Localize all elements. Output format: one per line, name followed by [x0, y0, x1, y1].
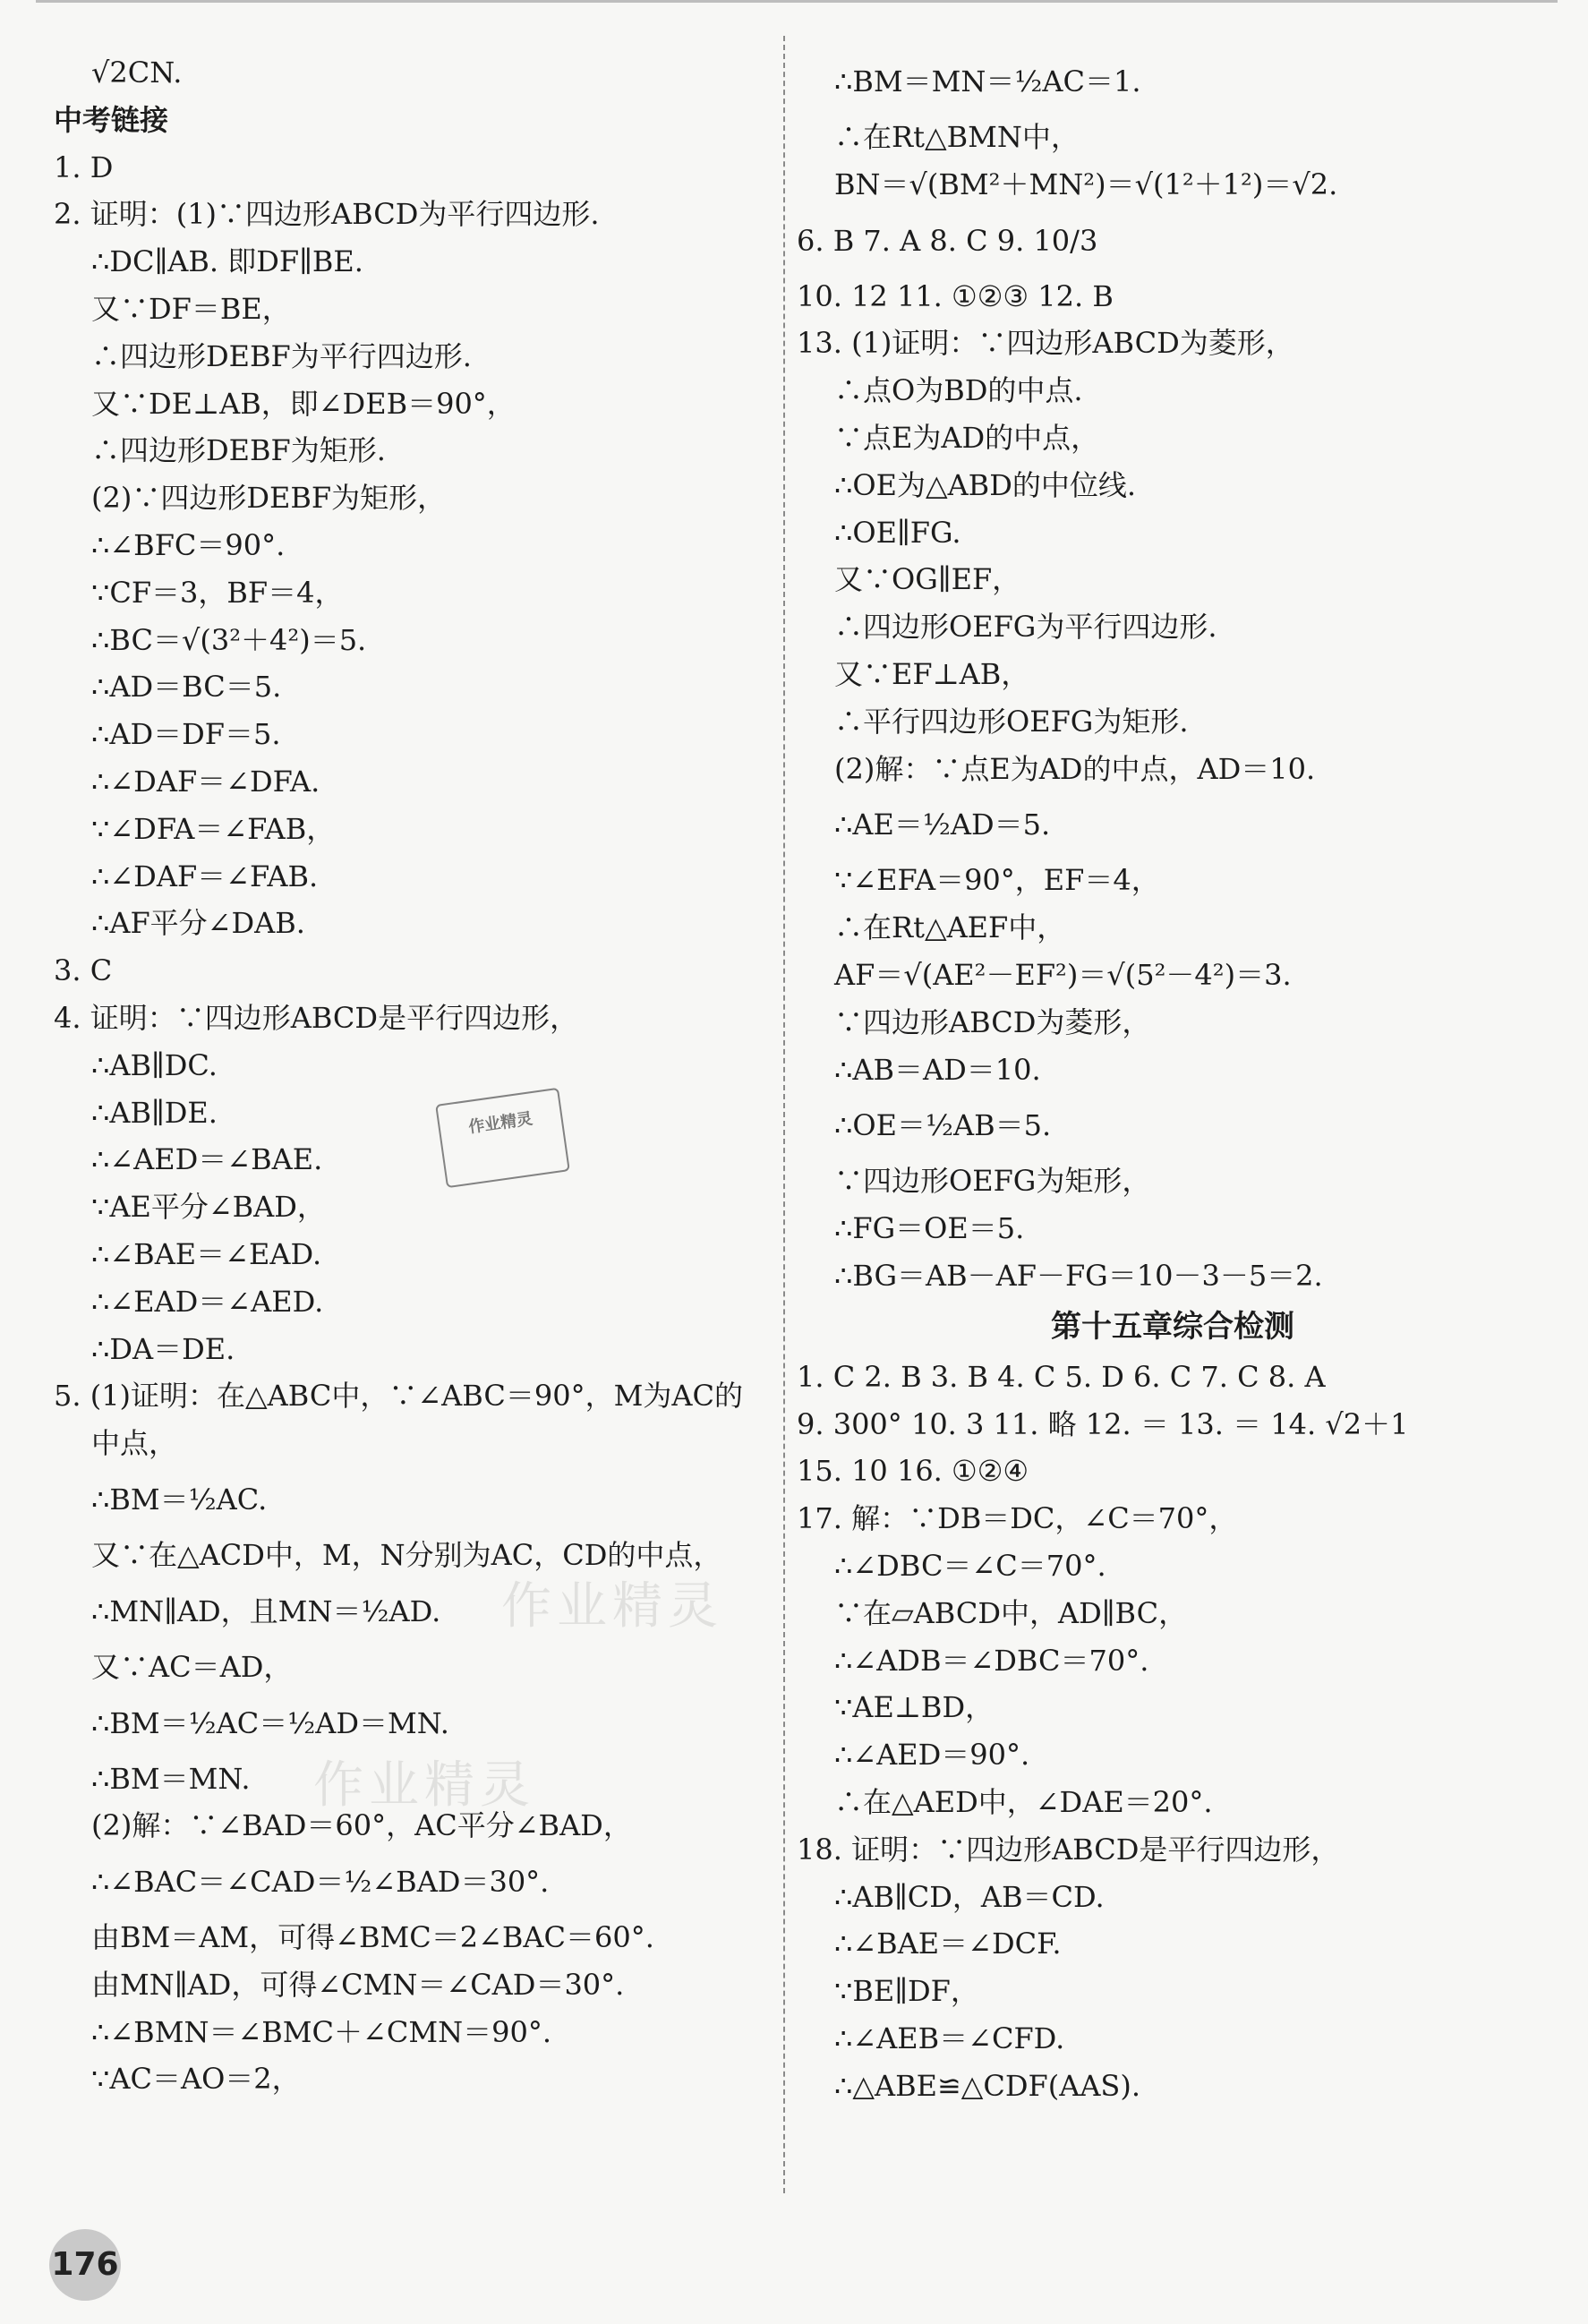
- answer-line: AF＝√(AE²－EF²)＝√(5²－4²)＝3.: [834, 957, 1292, 992]
- answer-line: 4. 证明：∵四边形ABCD是平行四边形，: [54, 1000, 579, 1035]
- answer-line: ∴OE为△ABD的中位线.: [834, 467, 1137, 502]
- answer-line: ∴∠AEB＝∠CFD.: [834, 2021, 1065, 2055]
- answer-line: ∵∠DFA＝∠FAB，: [91, 811, 336, 846]
- section-heading: 中考链接: [54, 102, 169, 137]
- answer-line: 又∵DF＝BE，: [91, 291, 291, 326]
- answer-line: ∴∠DBC＝∠C＝70°.: [834, 1548, 1106, 1583]
- answer-line: ∴OE∥FG.: [834, 515, 961, 550]
- answer-line: ∵∠EFA＝90°，EF＝4，: [834, 863, 1160, 898]
- answer-line: ∴∠BAE＝∠EAD.: [91, 1236, 322, 1271]
- answer-line: ∴AD＝BC＝5.: [91, 670, 282, 705]
- answer-line: ∵四边形OEFG为矩形，: [834, 1164, 1151, 1199]
- answer-line: (2)解：∵∠BAD＝60°，AC平分∠BAD，: [91, 1808, 632, 1843]
- answer-line: 1. C 2. B 3. B 4. C 5. D 6. C 7. C 8. A: [797, 1359, 1326, 1394]
- answer-line: ∴AE＝½AD＝5.: [834, 807, 1051, 842]
- answer-line: ∴FG＝OE＝5.: [834, 1211, 1025, 1246]
- answer-line: ∴∠AED＝90°.: [834, 1738, 1030, 1773]
- answer-line: 由MN∥AD，可得∠CMN＝∠CAD＝30°.: [91, 1967, 625, 2002]
- answer-line: ∴∠DAF＝∠DFA.: [91, 764, 320, 799]
- answer-line: 中点，: [91, 1426, 178, 1461]
- column-divider: [783, 36, 785, 2193]
- answer-line: 又∵OG∥EF，: [834, 562, 1021, 597]
- answer-line: 由BM＝AM，可得∠BMC＝2∠BAC＝60°.: [91, 1920, 654, 1955]
- watermark: 作业精灵: [501, 1577, 723, 1636]
- answer-line: (2)解：∵点E为AD的中点，AD＝10.: [834, 751, 1316, 786]
- page-number: 176: [49, 2229, 121, 2301]
- answer-line: ∴在△AED中，∠DAE＝20°.: [834, 1784, 1213, 1819]
- answer-line: ∴∠ADB＝∠DBC＝70°.: [834, 1643, 1149, 1678]
- answer-line: ∴∠BFC＝90°.: [91, 527, 286, 562]
- top-rule: [36, 0, 1558, 3]
- answer-line: ∴BC＝√(3²＋4²)＝5.: [91, 622, 367, 657]
- answer-line: ∴OE＝½AB＝5.: [834, 1108, 1052, 1143]
- answer-line: ∴AB∥DC.: [91, 1047, 218, 1082]
- answer-line: 6. B 7. A 8. C 9. 10/3: [797, 223, 1098, 258]
- answer-line: ∴BM＝MN＝½AC＝1.: [834, 64, 1141, 98]
- answer-line: 3. C: [54, 953, 113, 988]
- section-heading: 第十五章综合检测: [1051, 1308, 1294, 1345]
- answer-line: ∵BE∥DF，: [834, 1974, 979, 2009]
- answer-line: ∴△ABE≌△CDF(AAS).: [834, 2068, 1140, 2103]
- answer-line: ∴AF平分∠DAB.: [91, 906, 305, 941]
- answer-line: ∴四边形DEBF为矩形.: [91, 433, 386, 468]
- answer-line: ∴平行四边形OEFG为矩形.: [834, 704, 1189, 739]
- answer-line: 又∵在△ACD中，M，N分别为AC，CD的中点，: [91, 1537, 722, 1572]
- answer-line: 又∵EF⊥AB，: [834, 656, 1030, 691]
- answer-line: ∴DA＝DE.: [91, 1331, 235, 1366]
- answer-line: 13. (1)证明：∵四边形ABCD为菱形，: [797, 326, 1294, 361]
- answer-line: 15. 10 16. ①②④: [797, 1454, 1029, 1489]
- answer-line: ∴在Rt△BMN中，: [834, 120, 1080, 154]
- answer-line: ∴BM＝½AC＝½AD＝MN.: [91, 1705, 449, 1740]
- answer-line: 9. 300° 10. 3 11. 略 12. ＝ 13. ＝ 14. √2＋1: [797, 1406, 1409, 1441]
- answer-line: 1. D: [54, 150, 114, 184]
- answer-line: ∵AE平分∠BAD，: [91, 1190, 326, 1225]
- answer-line: ∴∠DAF＝∠FAB.: [91, 859, 319, 893]
- answer-line: ∴四边形DEBF为平行四边形.: [91, 338, 472, 373]
- answer-line: ∴∠AED＝∠BAE.: [91, 1142, 323, 1177]
- answer-line: ∴∠BMN＝∠BMC＋∠CMN＝90°.: [91, 2014, 551, 2049]
- answer-line: ∴AB＝AD＝10.: [834, 1052, 1041, 1087]
- answer-line: ∵四边形ABCD为菱形，: [834, 1004, 1151, 1039]
- answer-line: ∴AB∥CD，AB＝CD.: [834, 1879, 1105, 1914]
- answer-line: (2)∵四边形DEBF为矩形，: [91, 481, 447, 516]
- answer-line: ∴在Rt△AEF中，: [834, 910, 1066, 945]
- answer-line: ∴BM＝MN.: [91, 1761, 251, 1796]
- answer-line: ∵在▱ABCD中，AD∥BC，: [834, 1595, 1188, 1630]
- right-column: [797, 49, 1549, 2109]
- answer-line: ∴∠EAD＝∠AED.: [91, 1284, 324, 1319]
- answer-line: ∴BG＝AB－AF－FG＝10－3－5＝2.: [834, 1258, 1323, 1293]
- watermark: 作业精灵: [313, 1756, 535, 1815]
- answer-line: ∴四边形OEFG为平行四边形.: [834, 610, 1217, 645]
- answer-line: BN＝√(BM²＋MN²)＝√(1²＋1²)＝√2.: [834, 167, 1338, 201]
- answer-line: 10. 12 11. ①②③ 12. B: [797, 278, 1114, 313]
- answer-line: ∵点E为AD的中点，: [834, 420, 1100, 455]
- answer-line: ∴BM＝½AC.: [91, 1482, 268, 1517]
- answer-line: ∴AB∥DE.: [91, 1095, 218, 1130]
- answer-line: 2. 证明：(1)∵四边形ABCD为平行四边形.: [54, 197, 600, 232]
- answer-line: 18. 证明：∵四边形ABCD是平行四边形，: [797, 1832, 1340, 1867]
- stamp-logo: [435, 1088, 570, 1188]
- answer-line: ∴∠BAE＝∠DCF.: [834, 1927, 1062, 1961]
- answer-line: ∴AD＝DF＝5.: [91, 717, 281, 752]
- answer-line: ∵AC＝AO＝2，: [91, 2062, 301, 2097]
- answer-line: 5. (1)证明：在△ABC中，∵∠ABC＝90°，M为AC的: [54, 1379, 743, 1414]
- answer-line: ∴∠BAC＝∠CAD＝½∠BAD＝30°.: [91, 1865, 550, 1900]
- stamp-text: 作业精灵: [467, 1109, 534, 1138]
- answer-line: 又∵DE⊥AB，即∠DEB＝90°，: [91, 386, 516, 421]
- answer-line: ∴DC∥AB. 即DF∥BE.: [91, 244, 363, 279]
- answer-line: ∴MN∥AD，且MN＝½AD.: [91, 1593, 441, 1628]
- answer-line: 17. 解：∵DB＝DC，∠C＝70°，: [797, 1501, 1238, 1536]
- answer-line: 又∵AC＝AD，: [91, 1649, 293, 1684]
- answer-line: ∵AE⊥BD，: [834, 1690, 995, 1725]
- answer-line: ∴点O为BD的中点.: [834, 373, 1083, 408]
- answer-line: ∵CF＝3，BF＝4，: [91, 575, 344, 610]
- answer-line: √2CN.: [91, 56, 183, 90]
